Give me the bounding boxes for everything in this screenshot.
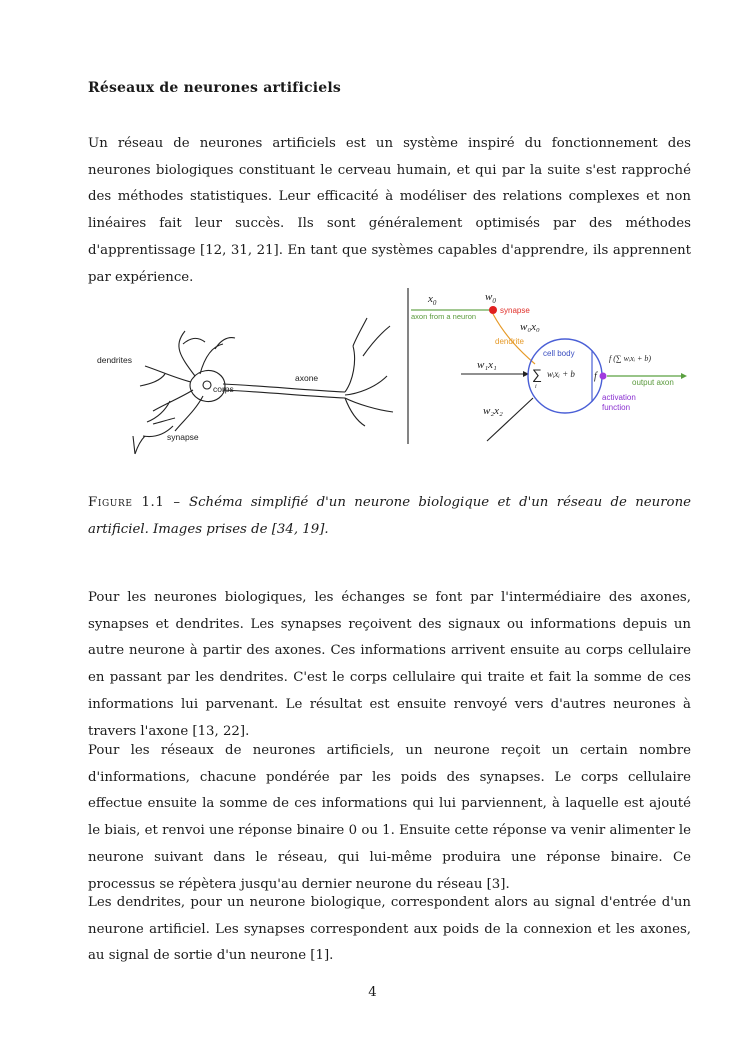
paragraph-artificial: Pour les réseaux de neurones artificiels, un neurone reçoit un certain nombre d'informations, chacune pondérée par les poids des synapses. Le corps cellulaire effectue ensuite la somme de ces informations qui lui parviennent, à laquelle est ajouté le biais, et renvoi une réponse binaire 0 ou 1. Ensuite cette réponse va venir alimenter le neurone suivant dans le réseau, qui lui-même produira une réponse binaire. Ce processus se répètera jusqu'au dernier neurone du réseau [3].	[88, 743, 691, 892]
paragraph-intro: Un réseau de neurones artificiels est un système inspiré du fonctionnement des neurones biologiques constituant le cerveau humain, et qui par la suite s'est rapproché des méthodes statistiques. Leur efficacité à modéliser des relations complexes et non linéaires fait leur succès. Ils sont généralement optimisés par des méthodes d'apprentissage [12, 31, 21]. En tant que systèmes capables d'apprendre, ils apprennent par expérience.	[88, 136, 691, 285]
label-w2x2: w₂x₂	[483, 405, 503, 417]
label-f: f	[594, 371, 597, 382]
label-axon-from-neuron: axon from a neuron	[411, 312, 477, 321]
artificial-neuron-diagram	[411, 291, 687, 441]
label-synapse-bio: synapse	[167, 432, 199, 442]
section-heading: Réseaux de neurones artificiels	[88, 80, 341, 96]
label-x0: $x_0$	[428, 293, 437, 307]
label-synapse: synapse	[500, 306, 530, 315]
page-number: 4	[368, 985, 377, 1000]
label-axone: axone	[295, 373, 319, 383]
label-w0: $w_0$	[485, 291, 496, 305]
label-w0x0: w₀x₀	[520, 321, 540, 333]
label-function: function	[602, 403, 631, 412]
synapse-dot	[489, 306, 497, 314]
label-cell-body: cell body	[543, 349, 575, 358]
figure-neurons	[95, 286, 690, 458]
label-corps: corps	[213, 384, 234, 394]
paragraph-biological: Pour les neurones biologiques, les échanges se font par l'intermédiaire des axones, synapses et dendrites. Les synapses reçoivent des signaux ou informations depuis un autre neurone à partir des axones. Ces informations arrivent ensuite au corps cellulaire en passant par les dendrites. C'est le corps cellulaire qui traite et fait la somme de ces informations lui parvenant. Le résultat est ensuite renvoyé vers d'autres neurones à travers l'axone [13, 22].	[88, 590, 691, 739]
label-dendrites: dendrites	[97, 355, 132, 365]
activation-dot	[600, 373, 607, 380]
label-activation: activation	[602, 393, 636, 402]
label-dendrite: dendrite	[495, 337, 524, 346]
sum-symbol: ∑	[532, 366, 542, 382]
label-w1x1: w₁x₁	[477, 359, 497, 371]
label-sum-index: i	[535, 384, 537, 390]
paragraph-correspondence: Les dendrites, pour un neurone biologique, correspondent alors au signal d'entrée d'un neurone artificiel. Les synapses correspondent aux poids de la connexion et les axones, au signal de sortie d'un neurone [1].	[88, 895, 691, 964]
label-f-output: f (∑ wᵢxᵢ + b)	[609, 354, 652, 363]
figure-label: Figure 1.1 –	[88, 495, 181, 510]
label-sum: wᵢxᵢ + b	[547, 369, 575, 379]
figure-caption	[88, 490, 691, 543]
figure-caption-text: Schéma simplifié d'un neurone biologique et d'un réseau de neurone artificiel. Images prises de [34, 19].	[88, 495, 691, 537]
label-output-axon: output axon	[632, 378, 674, 387]
